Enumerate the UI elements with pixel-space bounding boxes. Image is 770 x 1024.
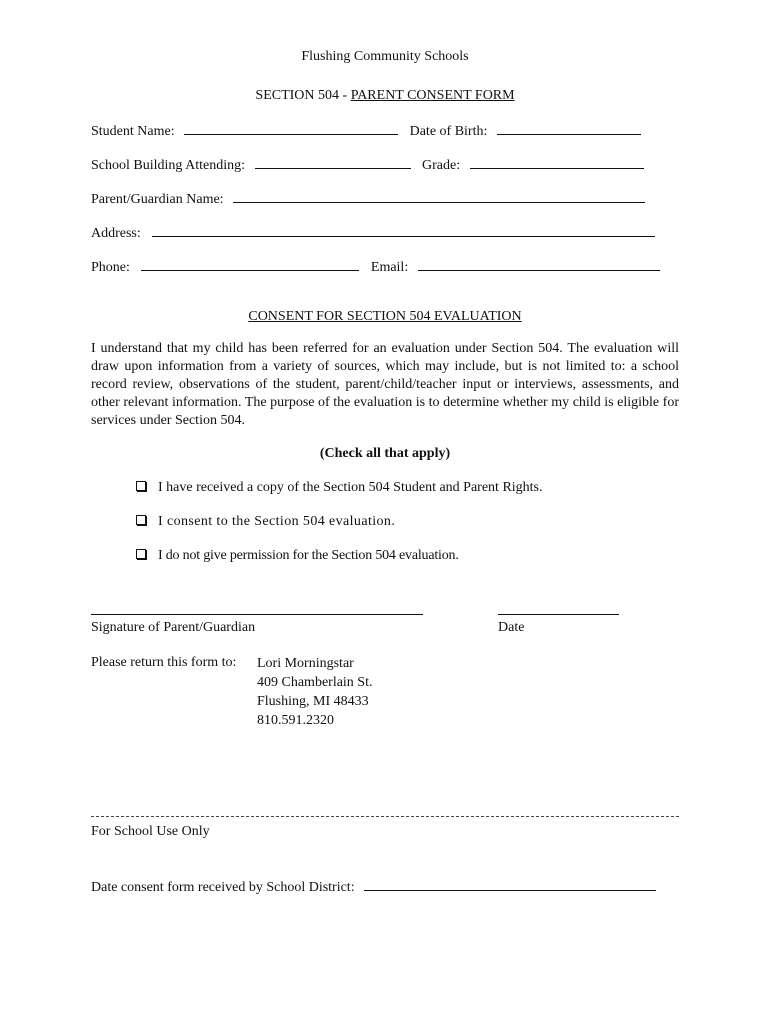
consent-heading: [0, 308, 770, 326]
parent-row: [91, 189, 645, 209]
check-instruction-text: (Check all that apply): [319, 446, 451, 461]
cut-line: [91, 816, 679, 817]
dob-label: Date of Birth:: [409, 124, 488, 139]
checkbox-icon[interactable]: [136, 549, 146, 559]
option-received-rights[interactable]: [136, 479, 543, 497]
student-name-row: [91, 121, 641, 141]
school-label: School Building Attending:: [91, 158, 246, 173]
check-instruction: [0, 445, 770, 463]
return-address: [257, 654, 373, 730]
return-phone: 810.591.2320: [257, 713, 334, 728]
grade-field[interactable]: [470, 155, 644, 169]
return-street: 409 Chamberlain St.: [257, 675, 373, 690]
organization-name: Flushing Community Schools: [301, 49, 469, 64]
school-use-label: For School Use Only: [91, 824, 210, 839]
school-row: [91, 155, 644, 175]
date-received-label: Date consent form received by School District:: [91, 880, 355, 895]
date-line[interactable]: [498, 614, 619, 615]
phone-field[interactable]: [141, 257, 359, 271]
option-label: I have received a copy of the Section 504 Student and Parent Rights.: [158, 480, 543, 495]
date-received-field[interactable]: [364, 877, 656, 891]
checkbox-icon[interactable]: [136, 481, 146, 491]
checkbox-icon[interactable]: [136, 515, 146, 525]
student-name-label: Student Name:: [91, 124, 175, 139]
address-field[interactable]: [152, 223, 655, 237]
address-label: Address:: [91, 226, 141, 241]
option-label: I consent to the Section 504 evaluation.: [158, 514, 396, 529]
parent-label: Parent/Guardian Name:: [91, 192, 224, 207]
email-field[interactable]: [418, 257, 660, 271]
address-row: [91, 223, 655, 243]
date-label: Date: [498, 620, 525, 635]
email-label: Email:: [370, 260, 409, 275]
option-no-permission[interactable]: [136, 547, 459, 565]
form-title-underlined: PARENT CONSENT FORM: [350, 88, 515, 103]
option-label: I do not give permission for the Section 504 evaluation.: [158, 548, 459, 563]
return-city: Flushing, MI 48433: [257, 694, 369, 709]
return-name: Lori Morningstar: [257, 656, 354, 671]
student-name-field[interactable]: [184, 121, 398, 135]
return-label: Please return this form to:: [91, 655, 237, 670]
signature-label: Signature of Parent/Guardian: [91, 620, 256, 635]
consent-paragraph: I understand that my child has been referred for an evaluation under Section 504. The evaluation will draw upon information from a variety of sources, which may include, but is not limited to: a school record review, observations of the student, parent/child/teacher input or interviews, assessments, and other relevant information. The purpose of the evaluation is to determine whether my child is eligible for services under Section 504.: [91, 341, 679, 428]
grade-label: Grade:: [422, 158, 461, 173]
consent-heading-text: CONSENT FOR SECTION 504 EVALUATION: [248, 309, 522, 324]
signature-line[interactable]: [91, 614, 423, 615]
date-received-row: [91, 877, 656, 897]
phone-label: Phone:: [91, 260, 130, 275]
form-title-prefix: SECTION 504 -: [255, 88, 351, 103]
school-field[interactable]: [255, 155, 411, 169]
parent-field[interactable]: [233, 189, 645, 203]
dob-field[interactable]: [497, 121, 641, 135]
option-consent[interactable]: [136, 513, 395, 531]
phone-row: [91, 257, 660, 277]
form-title: [0, 87, 770, 105]
